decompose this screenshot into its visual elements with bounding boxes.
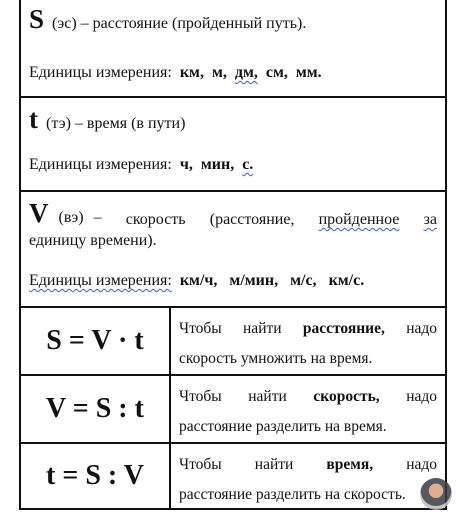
rule-keyword: скорость, <box>313 388 380 405</box>
formula-speed <box>21 376 171 442</box>
speed-definition-line1 <box>29 198 437 229</box>
rule-line-1 <box>179 450 437 480</box>
speed-dash: – <box>93 209 102 226</box>
rule-word: надо <box>406 388 437 405</box>
rule-word: надо <box>406 456 437 473</box>
rule-word: найти <box>248 388 287 405</box>
formula-speed-text: V = S : t <box>46 393 144 424</box>
formula-distance <box>21 308 171 374</box>
speed-word-1: скорость <box>125 211 186 228</box>
speed-word-2: (расстояние, <box>209 211 295 228</box>
watermark-avatar-icon <box>420 478 452 510</box>
rule-word: найти <box>254 456 294 473</box>
time-definition-line <box>29 104 185 135</box>
speed-reading: (вэ) <box>58 209 84 226</box>
rule-line-2: расстояние разделить на время. <box>179 418 387 435</box>
speed-units-line <box>29 272 364 290</box>
rule-line-1 <box>179 382 437 412</box>
distance-units-label: Единицы измерения: <box>29 64 172 81</box>
rule-keyword: расстояние, <box>302 320 385 337</box>
rule-word: Чтобы <box>179 388 222 405</box>
speed-word-3: пройденное <box>318 211 400 228</box>
formula-time <box>21 444 171 508</box>
definition-speed <box>19 190 447 308</box>
rule-word: найти <box>243 320 282 337</box>
time-symbol: t <box>29 104 38 134</box>
unit-dm: дм, <box>234 64 258 81</box>
speed-units-label: Единицы измерения: <box>29 272 172 289</box>
distance-reading: (эс) <box>52 15 77 32</box>
formula-time-text: t = S : V <box>46 460 144 491</box>
time-reading: (тэ) <box>46 115 71 132</box>
unit-km-per-s: км/с. <box>328 272 365 289</box>
formula-row-speed <box>19 374 447 444</box>
formula-time-rule <box>171 444 445 508</box>
definition-time <box>19 96 447 192</box>
unit-second: с. <box>242 156 254 173</box>
formula-speed-rule <box>171 376 445 442</box>
speed-word-4: за <box>423 211 437 228</box>
unit-m: м, <box>211 64 227 81</box>
unit-cm: см, <box>265 64 288 81</box>
formula-distance-rule <box>171 308 445 374</box>
unit-km-per-h: км/ч, <box>179 272 218 289</box>
unit-minute: мин, <box>200 156 235 173</box>
distance-units-line <box>29 64 322 82</box>
rule-line-1 <box>179 314 437 344</box>
speed-symbol: V <box>29 198 49 228</box>
time-units-label: Единицы измерения: <box>29 156 172 173</box>
formula-row-time <box>19 442 447 510</box>
rule-line-2: скорость умножить на время. <box>179 350 373 367</box>
rule-line-2: расстояние разделить на скорость. <box>179 486 406 503</box>
time-meaning: время (в пути) <box>86 115 186 132</box>
distance-symbol: S <box>29 4 45 34</box>
formula-row-distance <box>19 306 447 376</box>
time-units-line <box>29 156 253 174</box>
distance-meaning: расстояние (пройденный путь). <box>92 15 307 32</box>
distance-definition-line <box>29 4 306 35</box>
unit-mm: мм. <box>295 64 322 81</box>
unit-m-per-s: м/с, <box>290 272 317 289</box>
unit-m-per-min: м/мин, <box>229 272 279 289</box>
formula-distance-text: S = V · t <box>46 325 144 356</box>
unit-km: км, <box>179 64 204 81</box>
distance-dash: – <box>80 15 89 32</box>
time-dash: – <box>74 115 83 132</box>
rule-word: Чтобы <box>179 456 222 473</box>
speed-definition-line2: единицу времени). <box>29 232 157 249</box>
rule-keyword: время, <box>326 456 374 473</box>
unit-hour: ч, <box>179 156 193 173</box>
rule-word: надо <box>406 320 437 337</box>
rule-word: Чтобы <box>179 320 222 337</box>
definition-distance <box>19 0 447 98</box>
